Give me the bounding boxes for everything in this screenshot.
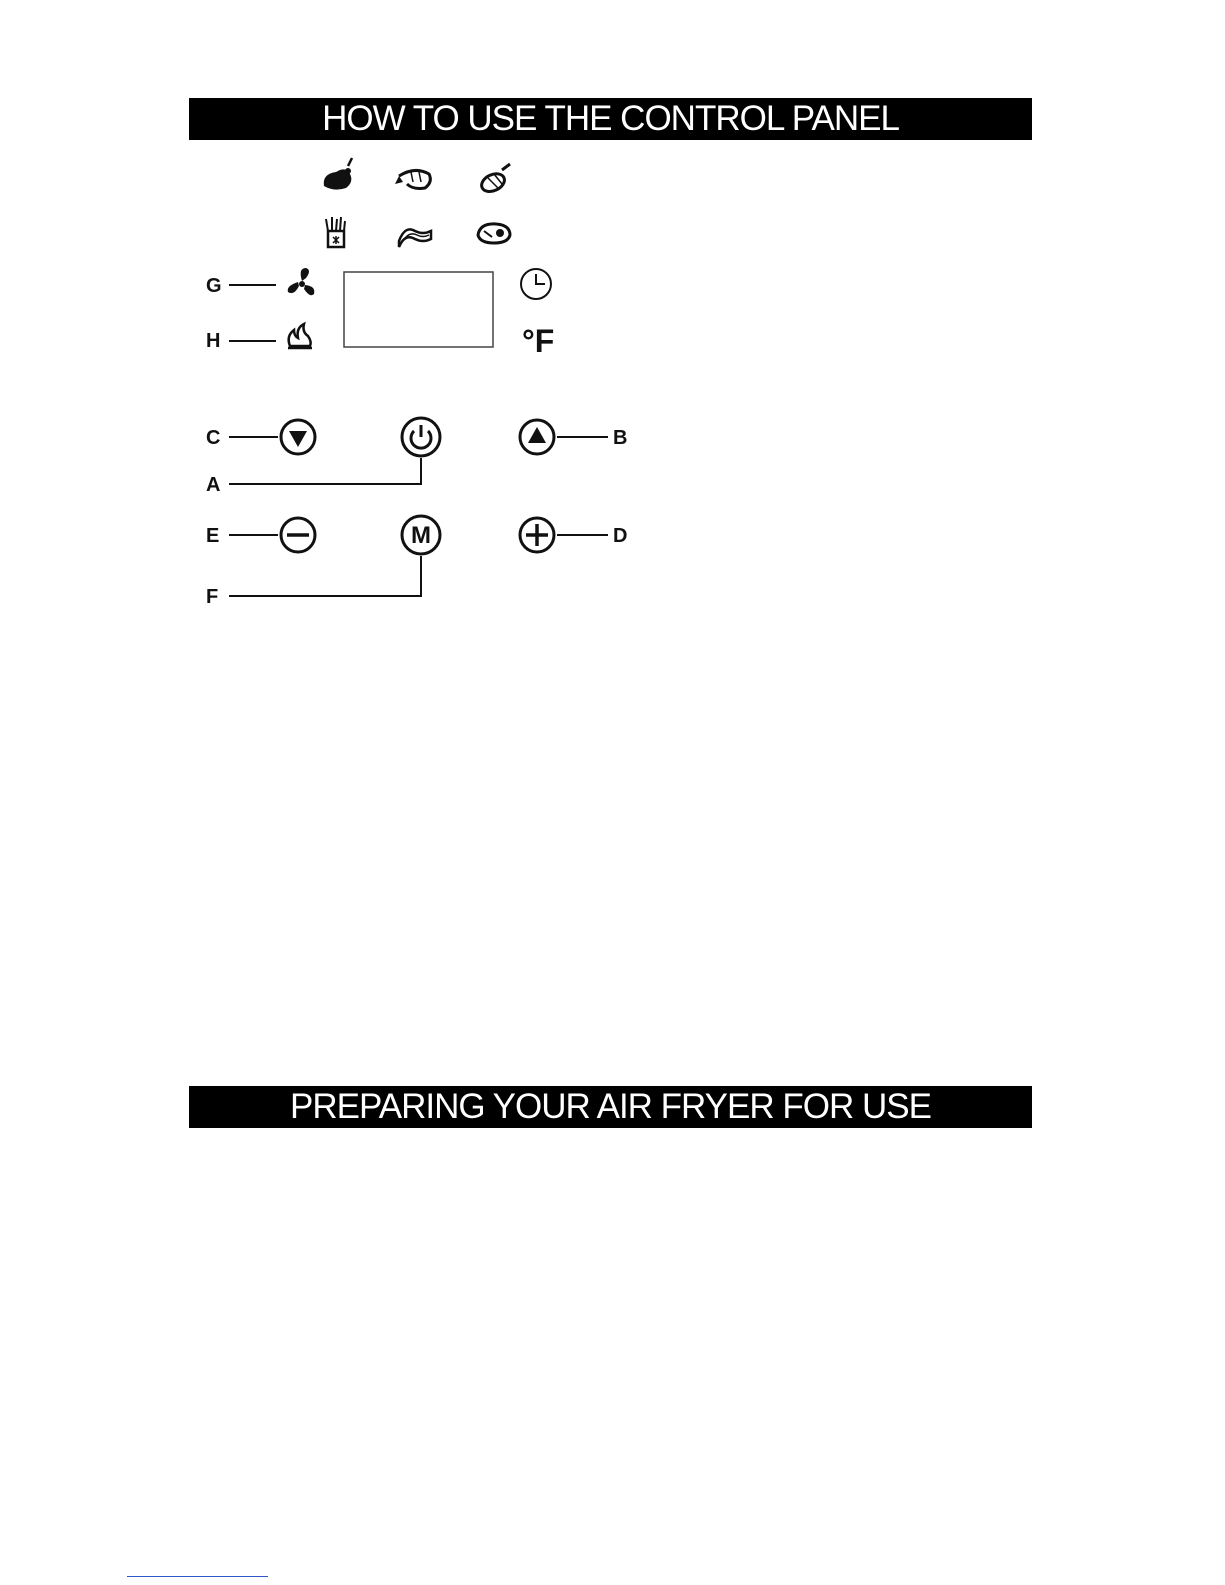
- control-panel-diagram: [0, 0, 1225, 620]
- section-title: HOW TO USE THE CONTROL PANEL: [322, 99, 899, 138]
- fahrenheit-icon: °F: [522, 323, 555, 359]
- plus-button[interactable]: [520, 518, 554, 552]
- fish-icon: [479, 164, 510, 195]
- section-title: PREPARING YOUR AIR FRYER FOR USE: [290, 1087, 931, 1126]
- clock-icon: [521, 269, 551, 299]
- up-button[interactable]: [520, 420, 554, 454]
- footnote-separator: [127, 1576, 268, 1577]
- power-button[interactable]: [402, 418, 440, 456]
- callout-label-e: E: [206, 525, 220, 547]
- callout-label-d: D: [613, 525, 628, 547]
- menu-button[interactable]: [402, 516, 440, 554]
- shrimp-icon: [395, 170, 430, 188]
- minus-button[interactable]: [281, 518, 315, 552]
- section-banner-preparing: [189, 1086, 1032, 1128]
- callout-label-c: C: [206, 427, 221, 449]
- heat-icon: [288, 324, 312, 348]
- menu-m-icon: M: [411, 522, 431, 549]
- callout-line-f: [229, 556, 421, 596]
- callout-line-a: [229, 458, 421, 484]
- callout-label-g: G: [206, 275, 222, 297]
- fries-icon: [326, 217, 345, 247]
- callout-label-f: F: [206, 586, 219, 608]
- fan-icon: [288, 268, 315, 295]
- chicken-icon: [324, 158, 352, 190]
- display-screen: [344, 272, 493, 347]
- bacon-icon: [399, 229, 431, 247]
- steak-icon: [478, 224, 510, 243]
- down-button[interactable]: [281, 420, 315, 454]
- callout-label-a: A: [206, 474, 221, 496]
- callout-label-b: B: [613, 427, 628, 449]
- callout-label-h: H: [206, 330, 221, 352]
